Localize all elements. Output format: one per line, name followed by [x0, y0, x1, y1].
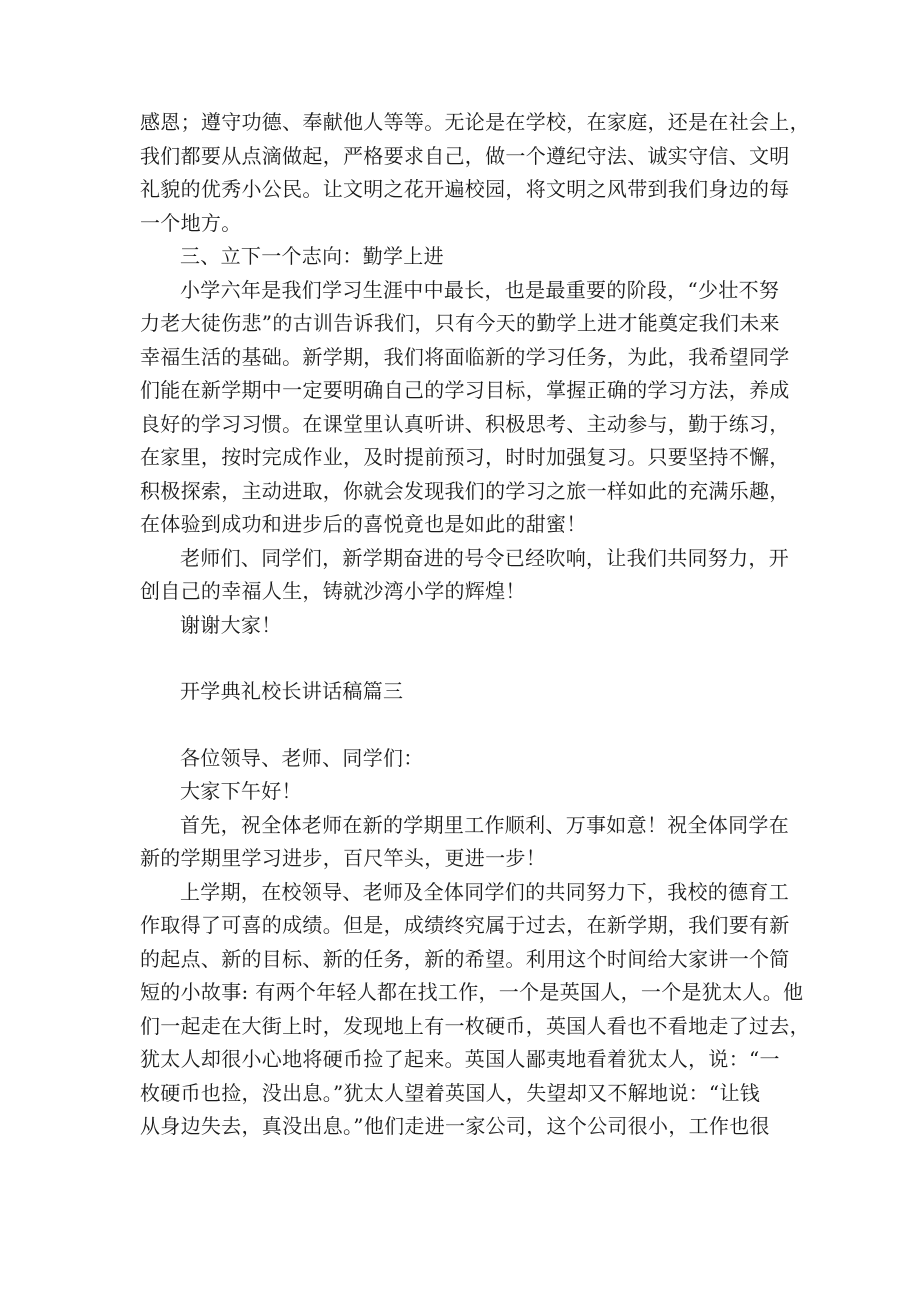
text-line: 创自己的幸福人生，铸就沙湾小学的辉煌！: [140, 579, 526, 603]
paragraph-story: [140, 876, 810, 1144]
paragraph-wishes: [140, 809, 788, 876]
text-line: 小学六年是我们学习生涯中中最长，也是最重要的阶段，“少壮不努: [180, 277, 780, 302]
paragraph-study: [140, 274, 788, 542]
text-line: 们一起走在大街上时，发现地上有一枚硬币，英国人看也不看地走了过去，: [140, 1013, 810, 1038]
text-line: 犹太人却很小心地将硬币捡了起来。英国人鄙夷地看着犹太人，说：“一: [140, 1047, 780, 1071]
text-line: 在家里，按时完成作业，及时提前预习，时时加强复习。只要坚持不懈，: [140, 445, 790, 469]
text-line: 感恩；遵守功德、奉献他人等等。无论是在学校，在家庭，还是在社会上，: [140, 110, 810, 134]
paragraph-civility: [140, 106, 810, 240]
text-line: 一个地方。: [140, 210, 242, 235]
text-line: 上学期，在校领导、老师及全体同学们的共同努力下，我校的德育工: [180, 879, 789, 904]
text-line: 首先，祝全体老师在新的学期里工作顺利、万事如意！祝全体同学在: [180, 812, 789, 837]
text-line: 礼貌的优秀小公民。让文明之花开遍校园，将文明之风带到我们身边的每: [140, 177, 790, 201]
text-line: 幸福生活的基础。新学期，我们将面临新的学习任务，为此，我希望同学: [140, 344, 790, 369]
salutation: 各位领导、老师、同学们：: [180, 745, 424, 770]
spacer: [140, 709, 788, 742]
text-line: 力老大徒伤悲”的古训告诉我们，只有今天的勤学上进才能奠定我们未来: [140, 311, 780, 335]
text-line: 的起点、新的目标、新的任务，新的希望。利用这个时间给大家讲一个简: [140, 946, 790, 971]
thanks-line: 谢谢大家！: [180, 612, 282, 637]
text-line: 从身边失去，真没出息。”他们走进一家公司，这个公司很小，工作也很: [140, 1114, 770, 1138]
article-title: 开学典礼校长讲话稿篇三: [180, 679, 404, 703]
text-line: 在体验到成功和进步后的喜悦竟也是如此的甜蜜！: [140, 512, 587, 536]
text-line: 作取得了可喜的成绩。但是，成绩终究属于过去，在新学期，我们要有新: [140, 913, 790, 937]
text-line: 新的学期里学习进步，百尺竿头，更进一步！: [140, 846, 546, 870]
text-line: 积极探索，主动进取，你就会发现我们的学习之旅一样如此的充满乐趣，: [140, 478, 790, 503]
paragraph-closing: [140, 542, 788, 609]
text-line: 良好的学习习惯。在课堂里认真听讲、积极思考、主动参与，勤于练习，: [140, 411, 790, 436]
greeting: 大家下午好！: [180, 779, 302, 803]
text-line: 枚硬币也捡，没出息。”犹太人望着英国人，失望却又不解地说：“让钱: [140, 1080, 761, 1105]
spacer: [140, 642, 788, 675]
text-line: 老师们、同学们，新学期奋进的号令已经吹响，让我们共同努力，开: [180, 545, 789, 570]
section-heading: 三、立下一个志向：勤学上进: [180, 244, 444, 268]
text-line: 们能在新学期中一定要明确自己的学习目标，掌握正确的学习方法，养成: [140, 378, 790, 402]
text-line: 我们都要从点滴做起，严格要求自己，做一个遵纪守法、诚实守信、文明: [140, 143, 790, 168]
text-line: 短的小故事: 有两个年轻人都在找工作，一个是英国人，一个是犹太人。他: [140, 980, 804, 1004]
document-page: [140, 106, 810, 1144]
